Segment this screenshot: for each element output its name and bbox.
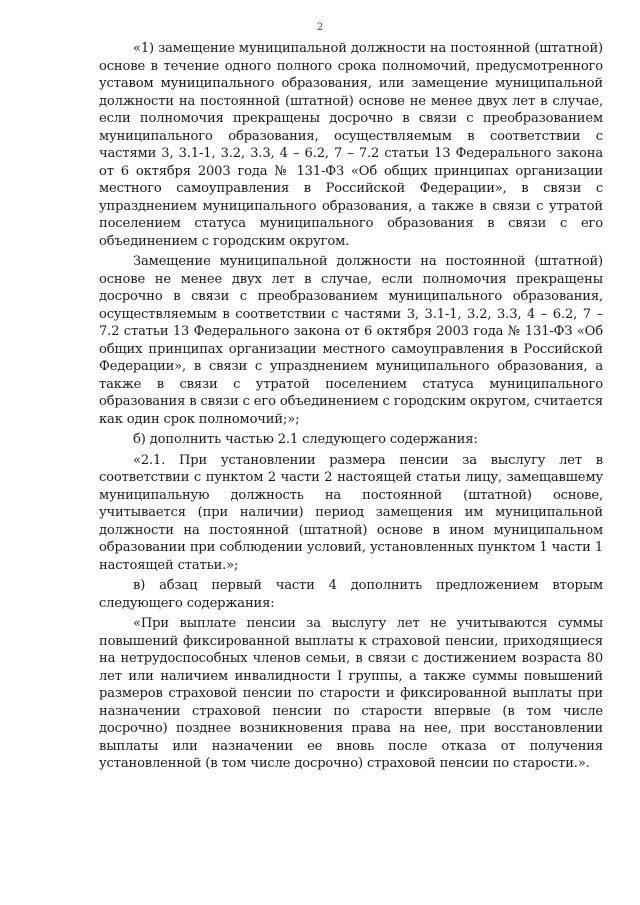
paragraph-term-rule: Замещение муниципальной должности на постоянной (штатной) основе не менее двух лет в случае, если полномочия прекращены досрочно в связи с преобразованием муниципального образования, осуществляемым в соответствии с частями 3, 3.1-1, 3.2, 3.3, 4 – 6.2, 7 – 7.2 статьи 13 Федерального закона от 6 октября 2003 года № 131-ФЗ «Об общих принципах организации местного самоуправления в Российской Федерации», в связи с упразднением муниципального образования, а также в связи с утратой поселением статуса муниципального образования в связи с его объединением с городским округом, считается как один срок полномочий;»; <box>99 254 603 427</box>
paragraph-amendment-v: в) абзац первый части 4 дополнить предложением вторым следующего содержания: <box>99 578 603 611</box>
paragraph-part-2-1: «2.1. При установлении размера пенсии за выслугу лет в соответствии с пунктом 2 части 2 настоящей статьи лицу, замещавшему муниципальную должность на постоянной (штатной) основе, учитывается (при наличии) период замещения им муниципальной должности на постоянной (штатной) основе в ином муниципальном образовании при соблюдении условий, установленных пунктом 1 части 1 настоящей статьи.»; <box>99 452 603 573</box>
paragraph-pension-rule: «При выплате пенсии за выслугу лет не учитываются суммы повышений фиксированной выплаты к страховой пенсии, приходящиеся на нетрудоспособных членов семьи, в связи с достижением возраста 80 лет или наличием инвалидности I группы, а также суммы повышений размеров страховой пенсии по старости и фиксированной выплаты при назначении страховой пенсии по старости впервые (в том числе досрочно) позднее возникновения права на нее, при восстановлении выплаты или назначении ее вновь после отказа от получения установленной (в том числе досрочно) страховой пенсии по старости.». <box>99 616 603 771</box>
page-number: 2 <box>316 22 324 33</box>
paragraph-amendment-b: б) дополнить частью 2.1 следующего содержания: <box>133 432 478 447</box>
document-body <box>99 40 603 776</box>
paragraph-item-1-definition: «1) замещение муниципальной должности на постоянной (штатной) основе в течение одного полного срока полномочий, предусмотренного уставом муниципального образования, или замещение муниципальной должности на постоянной (штатной) основе не менее двух лет в случае, если полномочия прекращены досрочно в связи с преобразованием муниципального образования, осуществляемым в соответствии с частями 3, 3.1-1, 3.2, 3.3, 4 – 6.2, 7 – 7.2 статьи 13 Федерального закона от 6 октября 2003 года № 131-ФЗ «Об общих принципах организации местного самоуправления в Российской Федерации», в связи с упразднением муниципального образования, а также в связи с утратой поселением статуса муниципального образования в связи с его объединением с городским округом. <box>99 41 603 249</box>
